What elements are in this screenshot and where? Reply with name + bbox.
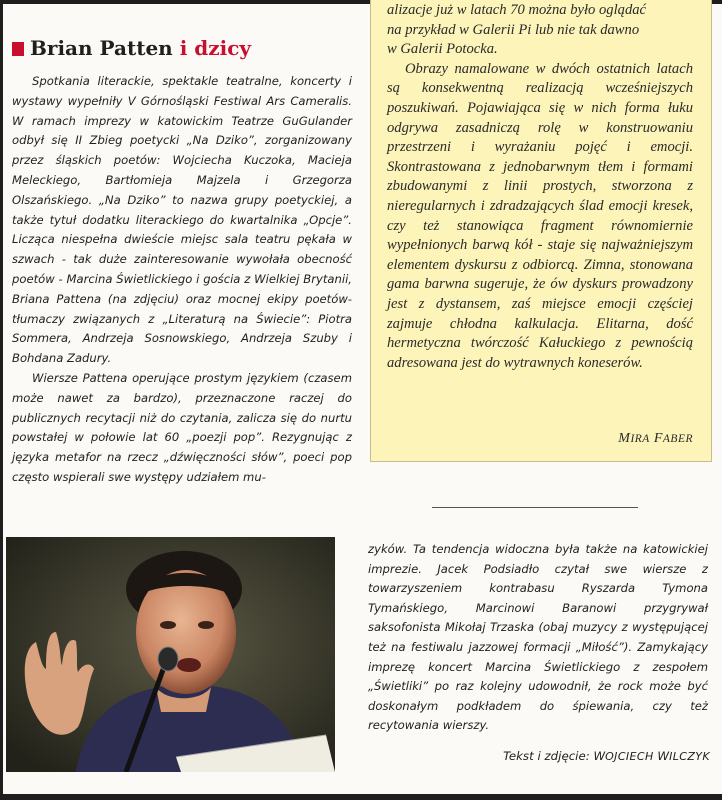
article-credit: Tekst i zdjęcie: WOJCIECH WILCZYK: [503, 749, 710, 763]
article-headline: [12, 36, 251, 60]
article-paragraph: Spotkania literackie, spektakle teatralne, koncerty i wystawy wypełniły V Górnośląski Festiwal Ars Cameralis. W ramach imprezy w katowickim Teatrze GuGulander odbył się II Zbieg poetycki „Na Dziko”, zorganizowany przez śląskich poetów: Wojciecha Kuczoka, Macieja Meleckiego, Bartłomieja Majzela i Grzegorza Olszańskiego. „Na Dziko” to nazwa grupy poetyckiej, a także tytuł dodatku literackiego do kwartalnika „Opcje”. Licząca niespełna dwieście miejsc sala teatru pękała w szwach - tak duże zainteresowanie wywołała obecność poetów - Marcina Świetlickiego i gościa z Wielkiej Brytanii, Briana Pattena (na zdjęciu) oraz mocnej ekipy poetów-tłumaczy związanych z „Literaturą na Świecie”: Piotra Sommera, Andrzeja Sosnowskiego, Andrzeja Szuby i Bohdana Zadury.: [12, 74, 352, 366]
bottom-border: [0, 794, 722, 800]
review-text: [387, 1, 693, 373]
headline-accent: i dzicy: [179, 36, 251, 60]
headline-main: Brian Patten: [30, 36, 173, 60]
article-column-right: [368, 540, 708, 736]
article-photo: [6, 537, 335, 772]
photo-poet-reading-icon: [6, 537, 335, 772]
review-box: [370, 0, 712, 462]
article-paragraph: Wiersze Pattena operujące prostym językiem (czasem może nawet za bardzo), przeznaczone raczej do publicznych recytacji niż do czytania, zalicza się do nurtu powstałej w połowie lat 60 „poezji pop”. Rezygnując z języka metafor na rzecz „dźwięczności słów”, poeci pop często wspierali swe występy udziałem mu-: [12, 370, 352, 484]
review-line: alizacje już w latach 70 można było oglądać: [387, 2, 647, 18]
article-paragraph: zyków. Ta tendencja widoczna była także na katowickiej imprezie. Jacek Podsiadło czytał swe wiersze z towarzyszeniem kontrabasu Ryszarda Tymona Tymańskiego, Marcinowi Baranowi przygrywał saksofonista Mikołaj Trzaska (obaj muzycy z występującej też na festiwalu jazzowej formacji „Miłość”). Zamykający imprezę koncert Marcina Świetlickiego z zespołem „Świetliki” po raz kolejny udowodnił, że rock może być doskonałym podkładem do śpiewania, czy też recytowania wierszy.: [368, 542, 708, 733]
review-line: w Galerii Potocka.: [387, 41, 498, 58]
red-square-icon: [12, 42, 24, 56]
left-border: [0, 0, 3, 800]
article-column-left: [12, 72, 352, 488]
review-signature: MIRA FABER: [618, 431, 693, 446]
review-paragraph: Obrazy namalowane w dwóch ostatnich latach są konsekwentną realizacją wcześniejszych poszukiwań. Pojawiająca się w nich forma łuku odgrywa zasadniczą rolę w konstruowaniu przestrzeni i wyrażaniu pojęć i emocji. Skontrastowana z jednobarwnym tłem i formami zbudowanymi z linii prostych, stworzona z nieregularnych i zdradzających ślad emocji kresek, czy też stanowiąca fragment równomiernie wypełnionych barwą kół - staje się najważniejszym elementem dyskursu z odbiorcą. Zimna, stonowana gama barwna sugeruje, że ów dyskurs prowadzony jest z dystansem, zaś miejsce emocji częściej zajmuje chłodna kalkulacja. Elitarna, dość hermetyczna twórczość Kałuckiego z pewnością adresowana jest do wytrawnych koneserów.: [387, 60, 693, 371]
section-divider: [432, 507, 638, 508]
review-line: na przykład w Galerii Pi lub nie tak dawno: [387, 21, 640, 38]
